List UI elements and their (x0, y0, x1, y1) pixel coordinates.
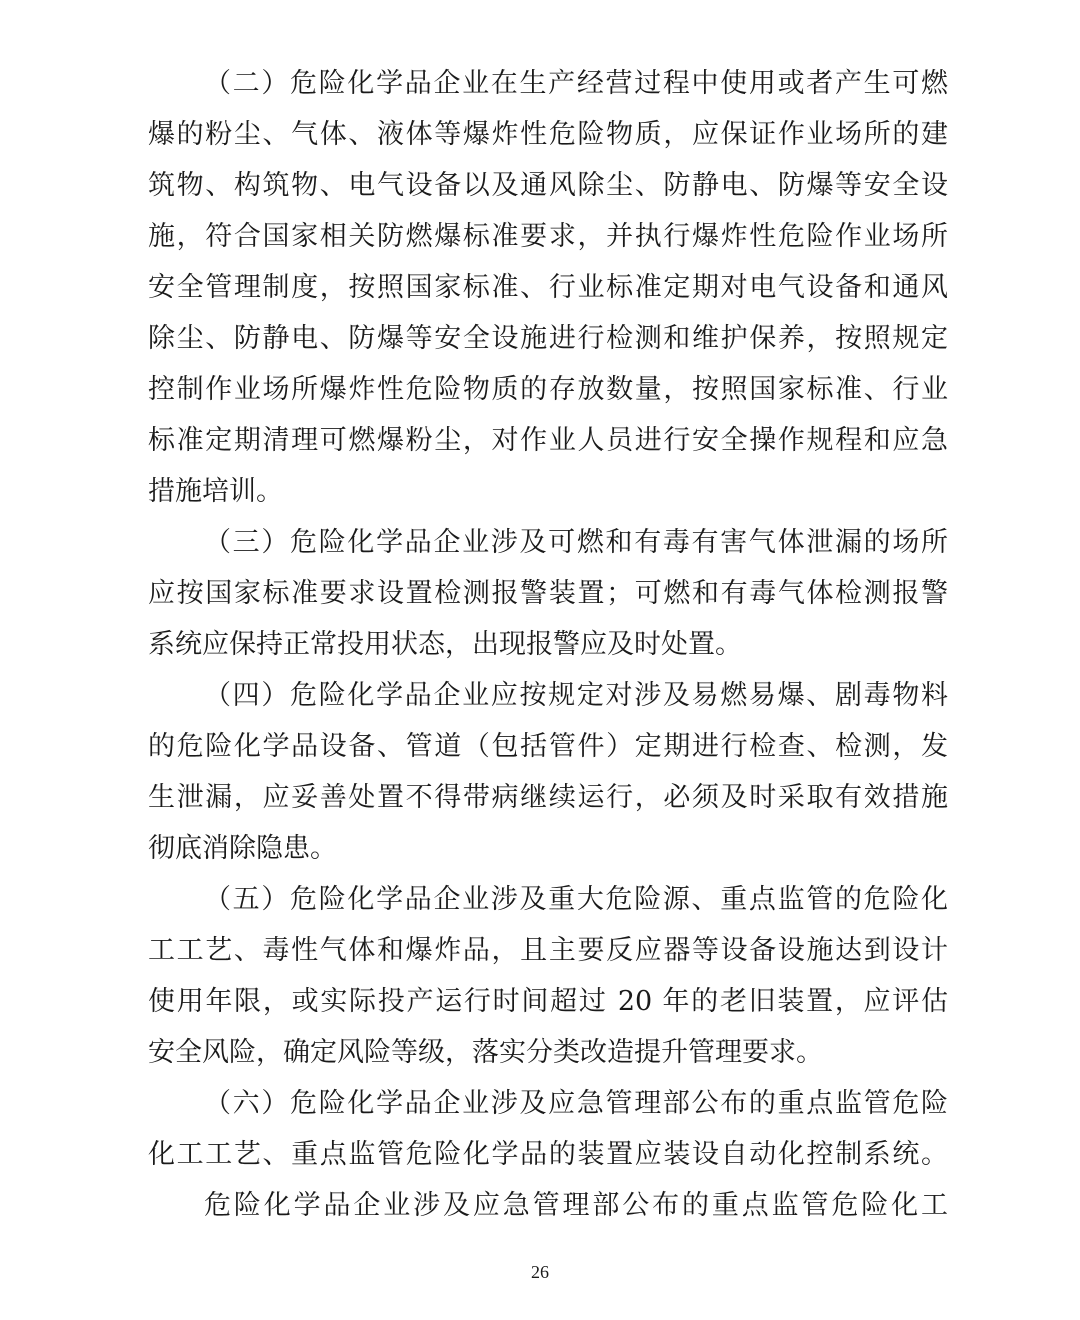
paragraph-6-line-2: 化工工艺、重点监管危险化学品的装置应装设自动化控制系统。 (148, 1139, 948, 1170)
paragraph-3-line-3: 系统应保持正常投用状态，出现报警应及时处置。 (148, 629, 742, 660)
paragraph-5-line-1: （五）危险化学品企业涉及重大危险源、重点监管的危险化 (204, 884, 948, 915)
paragraph-3-line-1: （三）危险化学品企业涉及可燃和有毒有害气体泄漏的场所 (204, 527, 948, 558)
paragraph-2-line-2: 爆的粉尘、气体、液体等爆炸性危险物质，应保证作业场所的建 (148, 119, 948, 150)
paragraph-2-line-3: 筑物、构筑物、电气设备以及通风除尘、防静电、防爆等安全设 (148, 170, 948, 201)
document-body (148, 58, 948, 1231)
paragraph-4-line-3: 生泄漏，应妥善处置不得带病继续运行，必须及时采取有效措施 (148, 782, 948, 813)
paragraph-2-line-8: 标准定期清理可燃爆粉尘，对作业人员进行安全操作规程和应急 (148, 425, 948, 456)
paragraph-4-line-2: 的危险化学品设备、管道（包括管件）定期进行检查、检测，发 (148, 731, 948, 762)
paragraph-5-line-3: 使用年限，或实际投产运行时间超过 20 年的老旧装置，应评估 (148, 986, 948, 1017)
paragraph-2-line-7: 控制作业场所爆炸性危险物质的存放数量，按照国家标准、行业 (148, 374, 948, 405)
paragraph-5-line-2: 工工艺、毒性气体和爆炸品，且主要反应器等设备设施达到设计 (148, 935, 948, 966)
paragraph-6-line-1: （六）危险化学品企业涉及应急管理部公布的重点监管危险 (204, 1088, 948, 1119)
paragraph-2-line-9: 措施培训。 (148, 476, 283, 507)
paragraph-2-line-4: 施，符合国家相关防燃爆标准要求，并执行爆炸性危险作业场所 (148, 221, 948, 252)
paragraph-5-line-4: 安全风险，确定风险等级，落实分类改造提升管理要求。 (148, 1037, 823, 1068)
paragraph-2-line-6: 除尘、防静电、防爆等安全设施进行检测和维护保养，按照规定 (148, 323, 948, 354)
page-number: 26 (531, 1262, 549, 1282)
paragraph-2-line-1: （二）危险化学品企业在生产经营过程中使用或者产生可燃 (204, 68, 948, 99)
paragraph-7-line-1: 危险化学品企业涉及应急管理部公布的重点监管危险化工 (204, 1190, 948, 1221)
paragraph-4-line-1: （四）危险化学品企业应按规定对涉及易燃易爆、剧毒物料 (204, 680, 948, 711)
paragraph-2-line-5: 安全管理制度，按照国家标准、行业标准定期对电气设备和通风 (148, 272, 948, 303)
paragraph-3-line-2: 应按国家标准要求设置检测报警装置；可燃和有毒气体检测报警 (148, 578, 948, 609)
paragraph-4-line-4: 彻底消除隐患。 (148, 833, 337, 864)
